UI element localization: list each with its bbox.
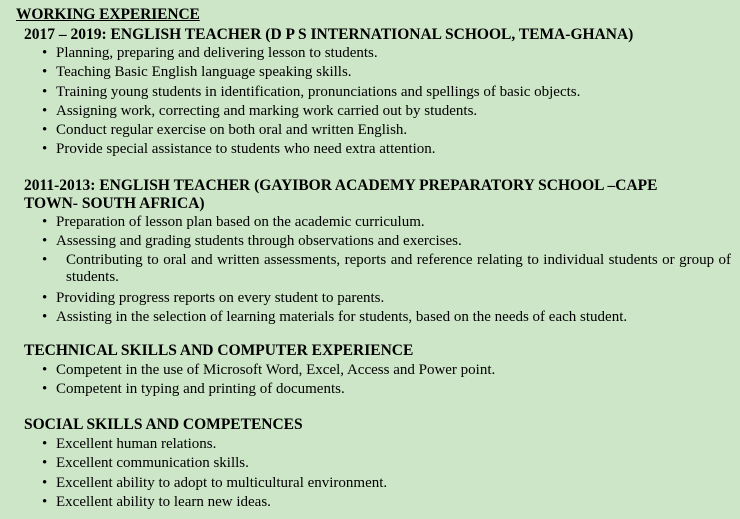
list-item: • Assessing and grading students through observations and exercises. bbox=[40, 232, 731, 251]
list-item: • Competent in the use of Microsoft Word, Excel, Access and Power point. bbox=[40, 361, 495, 380]
job-2-title: 2011-2013: ENGLISH TEACHER (GAYIBOR ACADEMY PREPARATORY SCHOOL –CAPE TOWN- SOUTH AFRICA) bbox=[24, 177, 658, 212]
job-1-duties bbox=[40, 44, 580, 160]
list-item: • Teaching Basic English language speaking skills. bbox=[40, 63, 580, 82]
list-item: • Excellent ability to adopt to multicultural environment. bbox=[40, 474, 387, 493]
list-item: • Providing progress reports on every student to parents. bbox=[40, 289, 731, 308]
list-item: • Training young students in identification, pronunciations and spellings of basic objects. bbox=[40, 83, 580, 102]
list-item: • Competent in typing and printing of documents. bbox=[40, 380, 495, 399]
job-1-title: 2017 – 2019: ENGLISH TEACHER (D P S INTERNATIONAL SCHOOL, TEMA-GHANA) bbox=[24, 26, 634, 43]
list-item: • Planning, preparing and delivering lesson to students. bbox=[40, 44, 580, 63]
list-item: • Excellent human relations. bbox=[40, 435, 387, 454]
working-experience-heading: WORKING EXPERIENCE bbox=[16, 6, 200, 23]
list-item: • Provide special assistance to students who need extra attention. bbox=[40, 140, 580, 159]
list-item: • Conduct regular exercise on both oral and written English. bbox=[40, 121, 580, 140]
list-item: • Contributing to oral and written assessments, reports and reference relating to individual students or group of students. bbox=[40, 252, 731, 287]
social-skills-list bbox=[40, 435, 387, 512]
list-item: • Assisting in the selection of learning materials for students, based on the needs of each student. bbox=[40, 308, 731, 327]
job-2-duties bbox=[40, 213, 731, 327]
technical-skills-list bbox=[40, 361, 495, 400]
list-item: • Excellent ability to learn new ideas. bbox=[40, 493, 387, 512]
list-item: • Excellent communication skills. bbox=[40, 454, 387, 473]
technical-skills-heading: TECHNICAL SKILLS AND COMPUTER EXPERIENCE bbox=[24, 342, 414, 359]
list-item: • Assigning work, correcting and marking work carried out by students. bbox=[40, 102, 580, 121]
social-skills-heading: SOCIAL SKILLS AND COMPETENCES bbox=[24, 416, 303, 433]
list-item: • Preparation of lesson plan based on the academic curriculum. bbox=[40, 213, 731, 232]
